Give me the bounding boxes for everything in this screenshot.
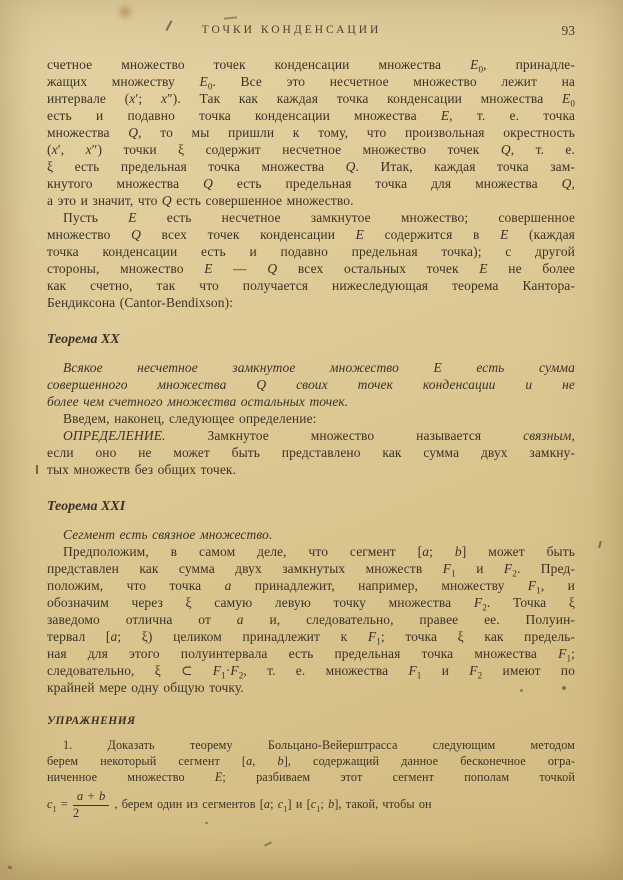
text-line: Пусть E есть несчетное замкнутое множество; совершенное (63, 210, 575, 225)
section-heading: Теорема XX (47, 332, 120, 347)
paper-stain (116, 2, 134, 22)
paragraph (47, 738, 575, 785)
formula-text: , берем один из сегментов [a; $c_1$] и [$c_1$; b], такой, чтобы он (114, 797, 432, 814)
text-line: если оно не может быть представлено как сумма двух замкну- (47, 445, 575, 460)
text-line: 1. Доказать теорему Больцано-Вейерштрасса следующим методом (63, 738, 575, 752)
text-line: более чем счетного множества остальных точек. (47, 394, 349, 409)
text-line: ниченное множество E; разбиваем этот сегмент пополам точкой (47, 769, 575, 784)
text-line: заведомо отлична от a и, следовательно, правее ее. Полуин- (47, 612, 575, 627)
text-line: Всякое несчетное замкнутое множество E есть сумма (63, 360, 575, 375)
paragraph (47, 427, 575, 478)
text-line: как счетно, так что получается нижеследующая теорема Кантора- (47, 278, 575, 293)
page-number: 93 (561, 23, 575, 38)
text-line: жащих множеству $E_0$. Все это несчетное множество лежит на (47, 74, 575, 92)
text-line: Сегмент есть связное множество. (63, 527, 273, 542)
paragraph (47, 359, 575, 410)
text-line: следовательно, ξ ⊂ $F_1\cdot F_2$, т. е. множества $F_1$ и $F_2$ имеют по (47, 663, 575, 681)
text-line: а это и значит, что Q есть совершенное множество. (47, 193, 354, 208)
text-line: тервал [a; ξ) целиком принадлежит к $F_1$; точка ξ как предель- (47, 629, 576, 647)
text-line: Бендиксона (Cantor-Bendixson): (47, 295, 234, 310)
paragraph (47, 526, 575, 543)
paragraph (47, 56, 575, 209)
text-line: множество Q всех точек конденсации E содержится в E (каждая (47, 227, 575, 242)
formula-paragraph (47, 787, 575, 823)
text-line: интервале (x′; x″). Так как каждая точка конденсации множества $E_0$ (47, 91, 575, 109)
text-line: Предположим, в самом деле, что сегмент [a; b] может быть (63, 544, 575, 559)
section-heading: УПРАЖНЕНИЯ (47, 715, 136, 727)
paper-mark (598, 541, 602, 548)
text-line: положим, что точка a принадлежит, например, множеству $F_1$, и (47, 578, 575, 596)
section-heading: Теорема XXI (47, 499, 126, 514)
text-line: множества Q, то мы пришли к тому, что произвольная окрестность (47, 125, 575, 140)
text-line: Введем, наконец, следующее определение: (63, 411, 317, 426)
margin-mark (36, 465, 38, 474)
formula-line (47, 787, 575, 823)
text-line: кнутого множества Q есть предельная точка для множества Q, (47, 176, 575, 191)
text-line: стороны, множество E — Q всех остальных точек E не более (47, 261, 575, 276)
text-line: совершенного множества Q своих точек конденсации и не (47, 377, 575, 392)
text-line: (x′, x″) точки ξ содержит несчетное множество точек Q, т. е. (47, 142, 575, 157)
text-line: ная для этого полуинтервала есть предельная точка множества $F_1$; (47, 646, 575, 664)
text-line: крайней мере одну общую точку. (47, 680, 244, 695)
paragraph (47, 410, 575, 427)
text-line: счетное множество точек конденсации множества $E_0$, принадле- (47, 57, 575, 75)
paper-speck (8, 865, 13, 869)
fraction: $\frac{a + b}{2}$ (73, 790, 110, 821)
text-line: есть и подавно точка конденсации множества E, т. е. точка (47, 108, 576, 123)
text-line: тых множеств без общих точек. (47, 462, 237, 477)
text-line: представлен как сумма двух замкнутых множеств $F_1$ и $F_2$. Пред- (47, 561, 575, 579)
text-line: обозначим через ξ самую левую точку множества $F_2$. Точка ξ (47, 595, 575, 613)
paragraph (47, 209, 575, 311)
page-header (0, 24, 623, 42)
page-body (47, 56, 575, 823)
text-line: точка конденсации есть и подавно предельная точка); с другой (47, 244, 575, 259)
paragraph (47, 543, 575, 696)
formula-text: $c_1$ = (47, 797, 68, 814)
paper-mark (224, 16, 237, 19)
text-line: ОПРЕДЕЛЕНИЕ. Замкнутое множество называется связным, (63, 428, 575, 443)
paper-mark (264, 841, 272, 846)
running-title: ТОЧКИ КОНДЕНСАЦИИ (201, 24, 382, 36)
text-line: ξ есть предельная точка множества Q. Итак, каждая точка зам- (47, 159, 576, 174)
text-line: берем некоторый сегмент [a, b], содержащий данное бесконечное огра- (47, 753, 575, 768)
